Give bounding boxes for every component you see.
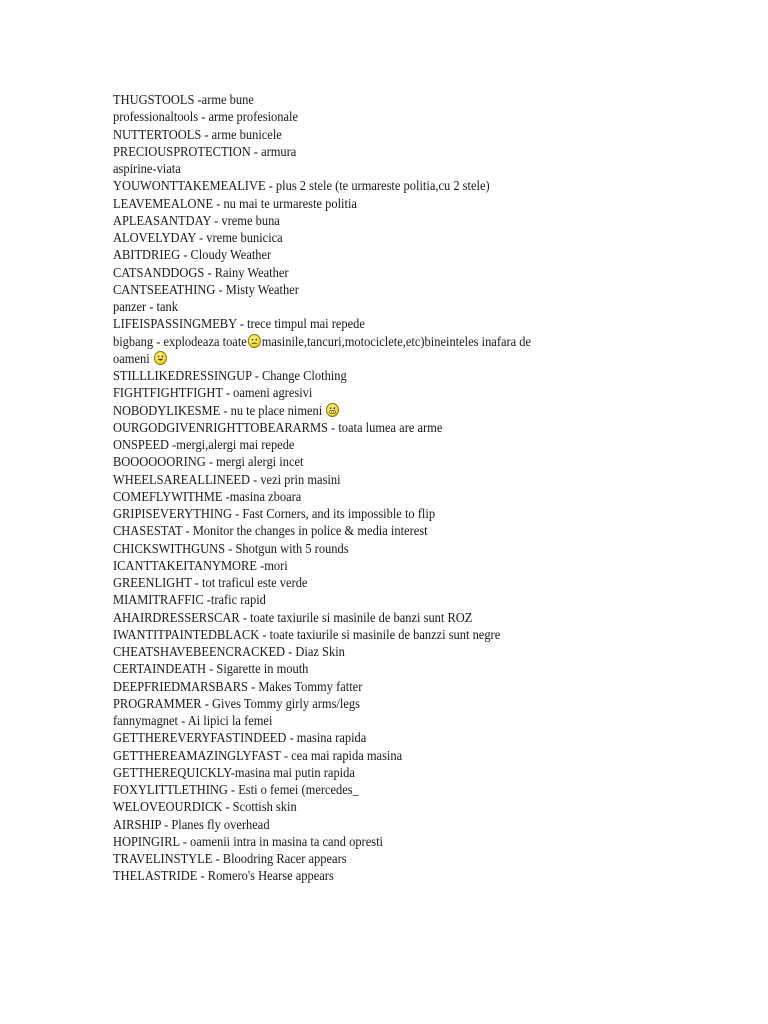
- list-line: [113, 781, 680, 798]
- grinning-face-icon: [154, 351, 167, 365]
- line-text: CANTSEEATHING - Misty Weather: [113, 281, 299, 297]
- cheat-code-list: [113, 91, 723, 885]
- line-text: IWANTITPAINTEDBLACK - toate taxiurile si masinile de banzzi sunt negre: [113, 626, 501, 642]
- line-text: GETTHEREAMAZINGLYFAST - cea mai rapida masina: [113, 747, 403, 763]
- list-line: [113, 557, 680, 574]
- teeth-grin-face-icon: [326, 403, 339, 417]
- list-line: [113, 747, 680, 764]
- line-text: BOOOOOORING - mergi alergi incet: [113, 454, 304, 470]
- list-line: [113, 333, 680, 350]
- line-text: CATSANDDOGS - Rainy Weather: [113, 264, 289, 280]
- line-text: GETTHEREQUICKLY-masina mai putin rapida: [113, 764, 355, 780]
- list-line: [113, 867, 680, 884]
- list-line: [113, 833, 680, 850]
- line-text: AHAIRDRESSERSCAR - toate taxiurile si masinile de banzi sunt ROZ: [113, 609, 473, 625]
- list-line: [113, 695, 680, 712]
- line-text: GETTHEREVERYFASTINDEED - masina rapida: [113, 730, 367, 746]
- line-text: FIGHTFIGHTFIGHT - oameni agresivi: [113, 385, 313, 401]
- line-text: THELASTRIDE - Romero's Hearse appears: [113, 868, 334, 884]
- line-text: fannymagnet - Ai lipici la femei: [113, 713, 273, 728]
- line-text: professionaltools - arme profesionale: [113, 109, 299, 125]
- line-text: NOBODYLIKESME - nu te place nimeni: [113, 402, 326, 418]
- list-line: [113, 264, 680, 281]
- line-text: ABITDRIEG - Cloudy Weather: [113, 247, 272, 263]
- line-text: ALOVELYDAY - vreme bunicica: [113, 230, 283, 245]
- line-text: PRECIOUSPROTECTION - armura: [113, 143, 297, 159]
- line-text: TRAVELINSTYLE - Bloodring Racer appears: [113, 851, 347, 866]
- line-text: GRIPISEVERYTHING - Fast Corners, and its impossible to flip: [113, 506, 436, 521]
- list-line: [113, 281, 680, 298]
- list-line: [113, 177, 680, 194]
- line-text: oameni: [113, 350, 153, 366]
- line-text: THUGSTOOLS -arme bune: [113, 92, 254, 107]
- list-line: [113, 160, 680, 177]
- list-line: [113, 384, 680, 401]
- list-line: [113, 143, 680, 160]
- line-text: panzer - tank: [113, 299, 178, 314]
- list-line: [113, 729, 680, 746]
- list-line: [113, 609, 680, 626]
- list-line: [113, 246, 680, 263]
- list-line: [113, 643, 680, 660]
- line-text: PROGRAMMER - Gives Tommy girly arms/legs: [113, 695, 360, 711]
- list-line: [113, 574, 680, 591]
- line-text: bigbang - explodeaza toate: [113, 333, 247, 349]
- list-line: [113, 229, 680, 246]
- list-line: [113, 350, 680, 367]
- line-text: APLEASANTDAY - vreme buna: [113, 212, 280, 228]
- list-line: [113, 764, 680, 781]
- line-text: ICANTTAKEITANYMORE -mori: [113, 557, 288, 573]
- list-line: [113, 315, 680, 332]
- list-line: [113, 367, 680, 384]
- list-line: [113, 402, 680, 419]
- line-text: OURGODGIVENRIGHTTOBEARARMS - toata lumea are arme: [113, 419, 443, 435]
- line-text: GREENLIGHT - tot traficul este verde: [113, 575, 308, 590]
- line-text: WHEELSAREALLINEED - vezi prin masini: [113, 471, 341, 487]
- line-text: ONSPEED -mergi,alergi mai repede: [113, 437, 295, 452]
- list-line: [113, 91, 680, 108]
- line-text: masinile,tancuri,motociclete,etc)bineinteles inafara de: [261, 333, 532, 349]
- line-text: LEAVEMEALONE - nu mai te urmareste politia: [113, 195, 357, 211]
- list-line: [113, 505, 680, 522]
- list-line: [113, 522, 680, 539]
- line-text: STILLLIKEDRESSINGUP - Change Clothing: [113, 368, 347, 383]
- line-text: DEEPFRIEDMARSBARS - Makes Tommy fatter: [113, 678, 363, 694]
- list-line: [113, 850, 680, 867]
- list-line: [113, 540, 680, 557]
- list-line: [113, 678, 680, 695]
- line-text: NUTTERTOOLS - arme bunicele: [113, 126, 282, 142]
- list-line: [113, 488, 680, 505]
- line-text: CERTAINDEATH - Sigarette in mouth: [113, 661, 309, 677]
- list-line: [113, 298, 680, 315]
- line-text: YOUWONTTAKEMEALIVE - plus 2 stele (te urmareste politia,cu 2 stele): [113, 178, 490, 194]
- line-text: CHASESTAT - Monitor the changes in police & media interest: [113, 523, 428, 539]
- list-line: [113, 626, 680, 643]
- line-text: FOXYLITTLETHING - Esti o femei (mercedes_: [113, 782, 359, 797]
- line-text: AIRSHIP - Planes fly overhead: [113, 816, 270, 832]
- list-line: [113, 436, 680, 453]
- list-line: [113, 453, 680, 470]
- list-line: [113, 212, 680, 229]
- list-line: [113, 126, 680, 143]
- line-text: aspirine-viata: [113, 161, 181, 176]
- line-text: CHICKSWITHGUNS - Shotgun with 5 rounds: [113, 540, 349, 556]
- list-line: [113, 816, 680, 833]
- line-text: HOPINGIRL - oamenii intra in masina ta cand opresti: [113, 833, 383, 849]
- list-line: [113, 591, 680, 608]
- list-line: [113, 195, 680, 212]
- list-line: [113, 419, 680, 436]
- line-text: COMEFLYWITHME -masina zboara: [113, 488, 302, 504]
- line-text: CHEATSHAVEBEENCRACKED - Diaz Skin: [113, 644, 345, 659]
- confused-face-icon: [248, 334, 261, 348]
- line-text: MIAMITRAFFIC -trafic rapid: [113, 592, 266, 608]
- list-line: [113, 108, 680, 125]
- line-text: LIFEISPASSINGMEBY - trece timpul mai repede: [113, 316, 365, 332]
- list-line: [113, 660, 680, 677]
- list-line: [113, 798, 680, 815]
- list-line: [113, 471, 680, 488]
- line-text: WELOVEOURDICK - Scottish skin: [113, 799, 297, 815]
- list-line: [113, 712, 680, 729]
